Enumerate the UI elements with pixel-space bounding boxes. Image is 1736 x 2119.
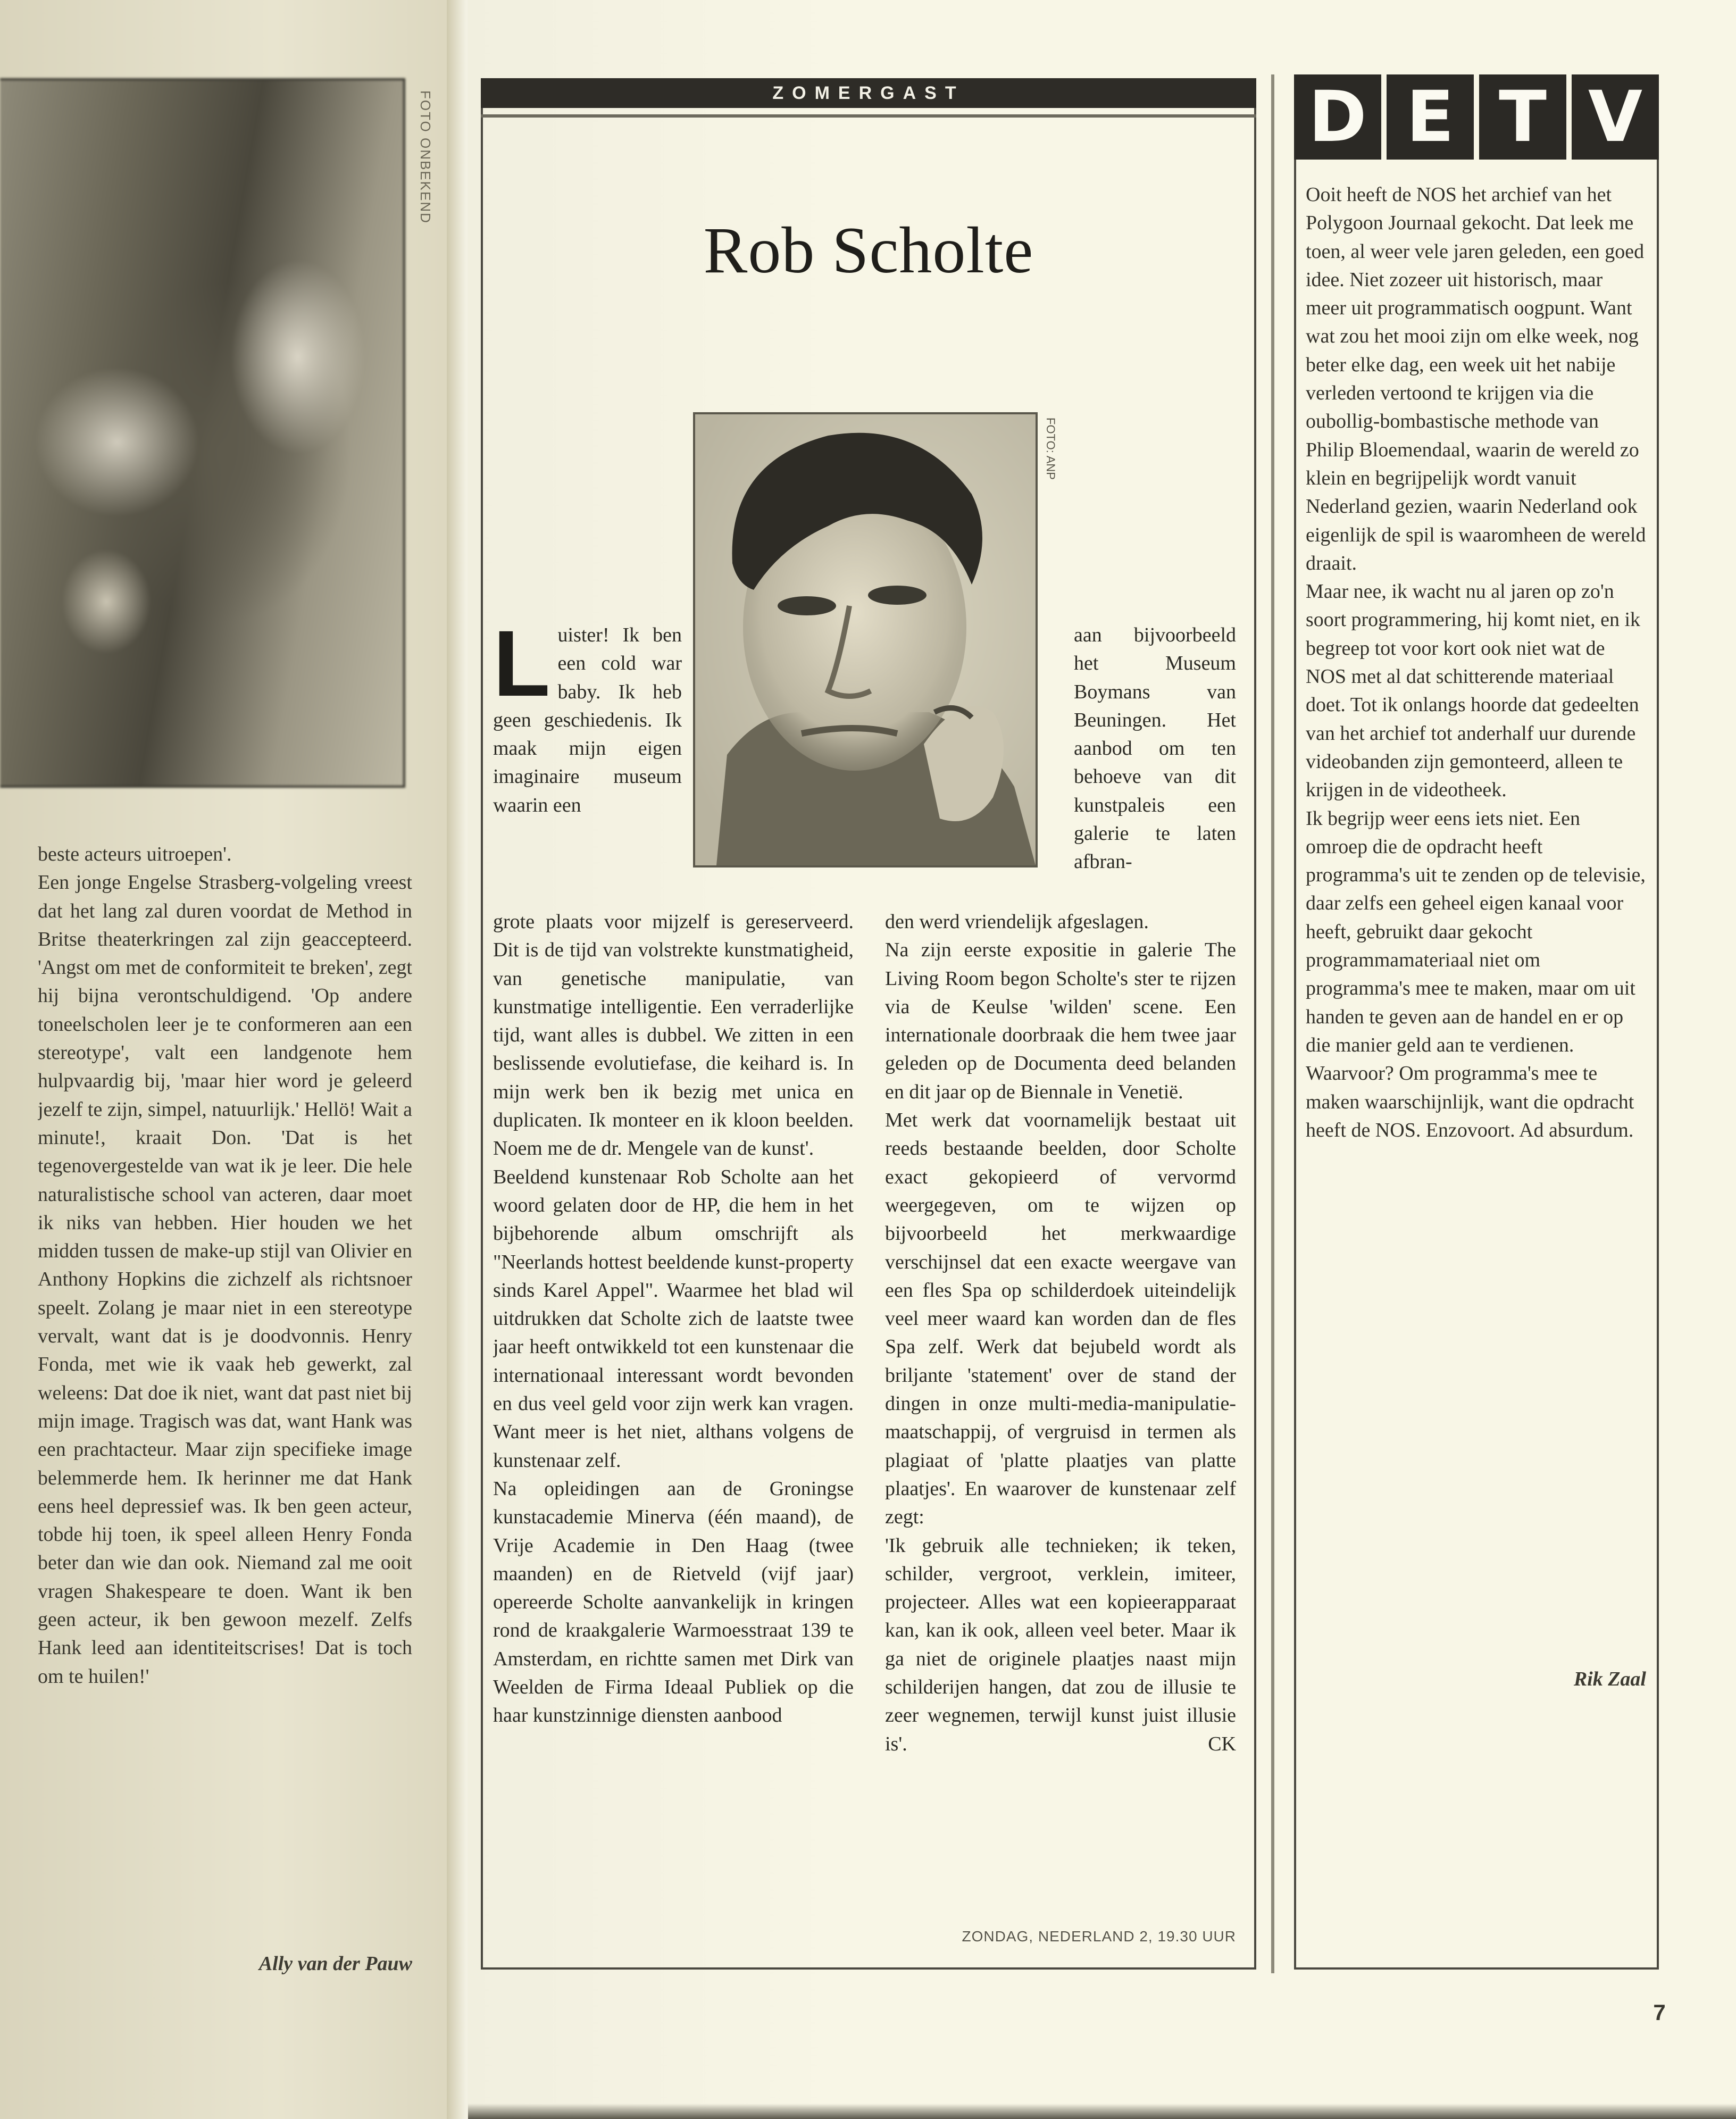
page-number: 7	[1653, 2000, 1666, 2025]
paragraph: den werd vriendelijk afgeslagen.	[885, 911, 1149, 933]
article-column-left	[493, 908, 854, 1956]
detv-letter: E	[1387, 74, 1474, 160]
intro-text-left: uister! Ik ben een cold war baby. Ik heb geen geschiedenis. Ik maak mijn eigen imaginaire museum waarin een	[493, 624, 682, 816]
detv-text	[1306, 181, 1646, 1787]
left-page-photo	[0, 78, 405, 788]
paragraph: Met werk dat voornamelijk bestaat uit reeds bestaande beelden, door Scholte exact gekopieerd of vervormd weergegeven, om te wijzen op bijvoorbeeld het merkwaardige verschijnsel dat een exacte weergave van een fles Spa op schilderdoek uiteindelijk veel meer waard kan worden dan de fles Spa zelf. Werk dat bejubeld wordt als briljante 'statement' over de stand der dingen in onze multi-media-manipulatie-maatschappij, of vergruisd in termen als plagiaat of 'platte plaatjes van platte plaatjes'. En waarover de kunstenaar zelf zegt:	[885, 1109, 1236, 1529]
detv-letter: T	[1479, 74, 1566, 160]
page-edge-shadow	[468, 2104, 1736, 2119]
detv-letter: V	[1572, 74, 1659, 160]
portrait-credit: FOTO: ANP	[1044, 418, 1057, 480]
paragraph	[885, 1532, 1236, 1758]
intro-left-narrow	[493, 621, 682, 903]
detv-header	[1294, 74, 1659, 160]
article-column-right	[885, 908, 1236, 1908]
quote-text: 'Ik gebruik alle technieken; ik teken, schilder, vergroot, verklein, imiteer, projecteer. Alles wat een kopieerapparaat kan, kan ik ook, alleen veel beter. Maar ik ga niet de originele plaatjes naast mijn schilderijen hangen, dat zou de illusie te zeer wegnemen, terwijl kunst juist illusie is'.	[885, 1534, 1236, 1755]
broadcast-info: ZONDAG, NEDERLAND 2, 19.30 UUR	[962, 1928, 1236, 1945]
drop-cap: L	[493, 621, 550, 716]
paragraph: beste acteurs uitroepen'.	[38, 843, 232, 865]
paragraph: Na opleidingen aan de Groningse kunstacademie Minerva (één maand), de Vrije Academie in Den Haag (twee maanden) en de Rietveld (vijf jaar) opereerde Scholte aanvankelijk in kringen rond de kraakgalerie Warmoesstraat 139 te Amsterdam, en richtte samen met Dirk van Weelden de Firma Ideaal Publiek op die haar kunstzinnige diensten aanbood	[493, 1477, 854, 1727]
portrait-photo	[693, 412, 1038, 867]
section-rule	[481, 114, 1256, 118]
paragraph: Ooit heeft de NOS het archief van het Polygoon Journaal gekocht. Dat leek me toen, al weer vele jaren geleden, een goed idee. Niet zozeer uit historisch, maar meer uit programmatisch oogpunt. Want wat zou het mooi zijn om elke week, nog beter elke dag, een week uit het nabije verleden vertoond te krijgen via die oubollig-bombastische methode van Philip Bloemendaal, waarin de wereld zo klein en begrijpelijk wordt vanuit Nederland gezien, waarin Nederland ook eigenlijk de spil is waaromheen de wereld draait.	[1306, 183, 1646, 574]
intro-right-narrow	[1074, 621, 1236, 903]
paragraph: Een jonge Engelse Strasberg-volgeling vreest dat het lang zal duren voordat de Method in Britse theaterkringen zal zijn geaccepteerd. 'Angst om met de conformiteit te breken', zegt hij bijna verontschuldigend. 'Op andere toneelscholen leer je te conformeren aan een stereotype', valt een landgenote hem hulpvaardig bij, 'maar hier word je geleerd jezelf te zijn, simpel, natuurlijk.' Hellö! Wait a minute!, kraait Don. 'Dat is het tegenovergestelde van wat ik je leer. Die hele naturalistische school van acteren, daar moet ik niks van hebben. Hier houden we het midden tussen de make-up stijl van Olivier en Anthony Hopkins die zichzelf als richtsnoer speelt. Zolang je maar niet in een stereotype vervalt, want dat is je doodvonnis. Henry Fonda, met wie ik vaak heb gewerkt, zal weleens: Dat doe ik niet, want dat past niet bij mijn image. Tragisch was dat, want Hank was een prachtacteur. Maar zijn specifieke image belemmerde hem. Ik herinner me dat Hank eens heel depressief was. Ik ben geen acteur, tobde hij toen, ik speel alleen Henry Fonda beter dan wie dan ook. Niemand zal me ooit vragen Shakespeare te doen. Want ik ben geen acteur, ik ben gewoon mezelf. Zelfs Hank leed aan identiteitscrises! Dat is toch om te huilen!'	[38, 871, 412, 1688]
left-photo-credit: FOTO ONBEKEND	[418, 90, 433, 224]
column-divider	[1271, 74, 1274, 1973]
section-header: ZOMERGAST	[481, 78, 1256, 108]
detv-letter: D	[1294, 74, 1381, 160]
portrait-illustration	[695, 414, 1036, 865]
paragraph: Ik begrijp weer eens iets niet. Een omroep die de opdracht heeft programma's uit te zenden op de televisie, daar zelfs een geheel eigen kanaal voor heeft, gebruikt daar gekocht programmamateriaal niet om programma's mee te maken, maar om uit handen te geven aan de handel en er op die manier geld aan te verdienen. Waarvoor? Om programma's mee te maken waarschijnlijk, want die opdracht heeft de NOS. Enzovoort. Ad absurdum.	[1306, 807, 1646, 1141]
left-byline: Ally van der Pauw	[258, 1953, 412, 1975]
author-initials: CK	[1208, 1732, 1236, 1755]
left-article-text	[38, 840, 412, 1936]
paragraph: Na zijn eerste expositie in galerie The Living Room begon Scholte's ster te rijzen via de Keulse 'wilden' scene. Een internationale doorbraak die hem twee jaar geleden op de Documenta deed belanden en dit jaar op de Biennale in Venetië.	[885, 939, 1236, 1103]
paragraph: Beeldend kunstenaar Rob Scholte aan het woord gelaten door de HP, die hem in het bijbehorende album omschrijft als "Neerlands hottest beeldende kunst-property sinds Karel Appel". Waarmee het blad wil uitdrukken dat Scholte zich de laatste twee jaar heeft ontwikkeld tot een kunstenaar die internationaal interessant wordt bevonden en dus veel geld voor zijn werk kan vragen. Want meer is het niet, althans volgens de kunstenaar zelf.	[493, 1165, 854, 1472]
article-title: Rob Scholte	[703, 214, 1034, 287]
intro-text-right: aan bijvoorbeeld het Museum Boymans van Beuningen. Het aanbod om ten behoeve van dit kunstpaleis een galerie te laten afbran-	[1074, 624, 1236, 873]
detv-byline: Rik Zaal	[1573, 1668, 1646, 1690]
paragraph: grote plaats voor mijzelf is gereserveerd. Dit is de tijd van volstrekte kunstmatigheid, van genetische manipulatie, van kunstmatige intelligentie. Een verraderlijke tijd, want alles is dubbel. We zitten in een beslissende evolutiefase, die keihard is. In mijn werk ben ik bezig met unica en duplicaten. Ik monteer en ik kloon beelden. Noem me de dr. Mengele van de kunst'.	[493, 911, 854, 1160]
paragraph: Maar nee, ik wacht nu al jaren op zo'n soort programmering, hij komt niet, en ik begreep tot voor kort ook niet wat de NOS met al dat schitterende materiaal doet. Tot ik onlangs hoorde dat gedeelten van het archief tot anderhalf uur durende videobanden zijn gemonteerd, alleen te krijgen in de videotheek.	[1306, 580, 1641, 802]
